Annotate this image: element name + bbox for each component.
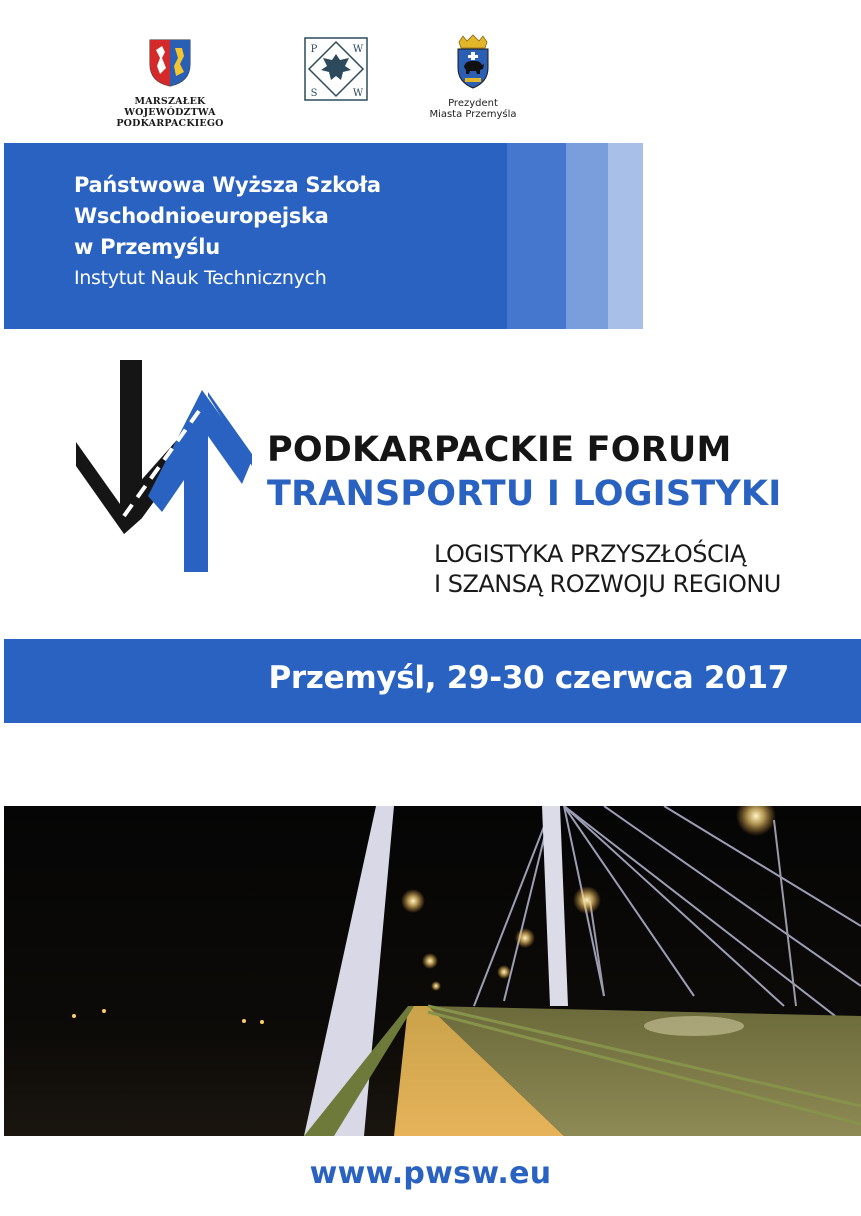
forum-subtitle-line2: I SZANSĄ ROZWOJU REGIONU <box>434 570 781 598</box>
forum-title-line1: PODKARPACKIE FORUM <box>267 430 732 470</box>
event-date-place: Przemyśl, 29-30 czerwca 2017 <box>268 660 789 696</box>
marszalek-logo <box>70 38 270 129</box>
pwsw-eagle-emblem-icon <box>303 36 369 102</box>
pwsw-letter-s: S <box>310 88 318 99</box>
institution-name <box>74 170 381 293</box>
institution-header <box>4 143 643 329</box>
decor-stripe-2 <box>566 143 608 329</box>
przemysl-coat-of-arms-icon <box>453 34 493 90</box>
marszalek-line1: MARSZAŁEK <box>134 96 206 107</box>
forum-subtitle-line1: LOGISTYKA PRZYSZŁOŚCIĄ <box>434 540 746 568</box>
prezydent-line1: Prezydent <box>448 98 498 109</box>
decor-stripe-3 <box>608 143 643 329</box>
pwsw-letter-w2: W <box>352 88 364 99</box>
date-banner <box>4 639 861 723</box>
institution-department: Instytut Nauk Technicznych <box>74 267 327 289</box>
bridge-illustration <box>4 806 861 1136</box>
marszalek-line2: WOJEWÓDZTWA PODKARPACKIEGO <box>116 107 224 129</box>
pwsw-letter-p: P <box>310 44 318 55</box>
forum-title-line2: TRANSPORTU I LOGISTYKI <box>267 474 782 514</box>
institution-line-1: Państwowa Wyższa Szkoła <box>74 173 381 197</box>
podkarpackie-coat-of-arms-icon <box>148 38 192 88</box>
pwsw-letter-w1: W <box>352 44 364 55</box>
institution-line-3: w Przemyślu <box>74 235 220 259</box>
prezydent-logo <box>418 34 528 120</box>
forum-title <box>267 428 847 516</box>
institution-line-2: Wschodnioeuropejska <box>74 204 329 228</box>
forum-subtitle <box>434 539 854 599</box>
decor-stripe-1 <box>507 143 566 329</box>
night-bridge-photo <box>4 806 861 1136</box>
pwsw-logo <box>303 36 369 106</box>
prezydent-line2: Miasta Przemyśla <box>429 109 517 120</box>
partner-logos <box>0 0 861 130</box>
website-url[interactable]: www.pwsw.eu <box>309 1156 552 1191</box>
forum-arrows-logo-icon <box>72 356 252 576</box>
